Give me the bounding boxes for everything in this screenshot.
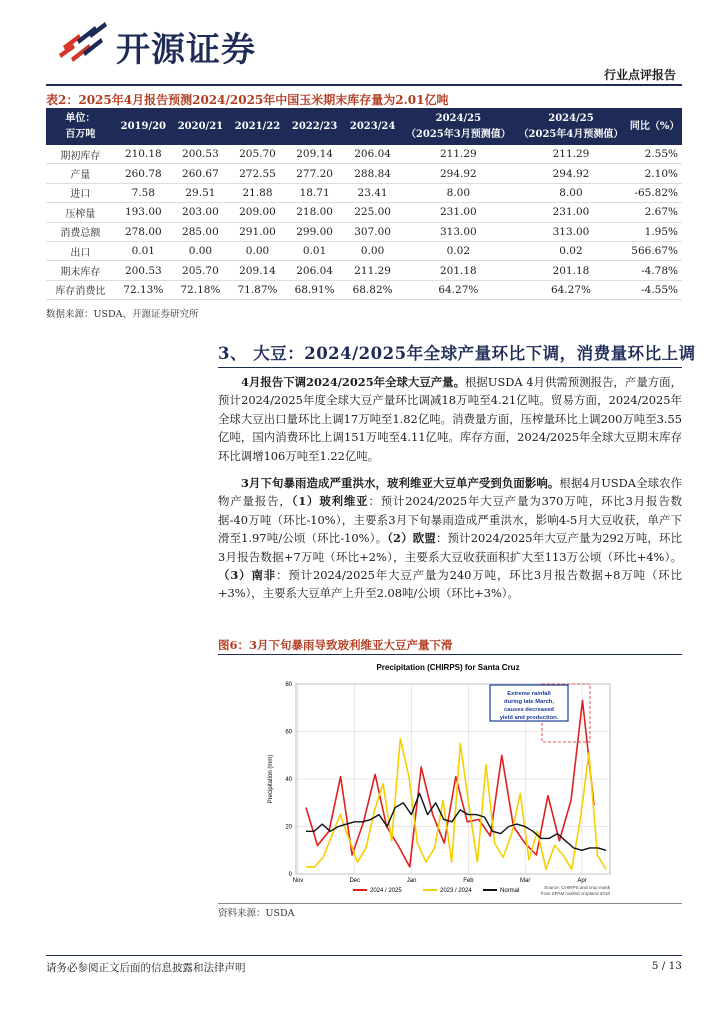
- table-cell: 231.00: [402, 203, 515, 222]
- chart-title: Precipitation (CHIRPS) for Santa Cruz: [376, 663, 520, 672]
- table-cell: 0.00: [343, 241, 402, 260]
- table-row: [46, 280, 682, 299]
- table-cell: 72.13%: [115, 280, 172, 299]
- row-label: 消费总额: [46, 222, 115, 241]
- row-label: 期初库存: [46, 145, 115, 164]
- chart-source-2: from SPAM rainfed cropland 2010: [541, 891, 610, 896]
- page-number: 5 / 13: [651, 960, 682, 972]
- row-label: 出口: [46, 241, 115, 260]
- p1-lead: 4月报告下调2024/2025年全球大豆产量。: [241, 375, 466, 389]
- y-tick-label: 60: [285, 729, 292, 736]
- x-tick-label: Apr: [577, 878, 587, 884]
- table-cell: 209.14: [286, 145, 343, 164]
- table-cell: 8.00: [402, 183, 515, 202]
- col-header-march: 2024/25 （2025年3月预测值）: [402, 108, 515, 145]
- table-cell: 7.58: [115, 183, 172, 202]
- table-cell: 2.55%: [627, 145, 682, 164]
- brand-name: 开源证券: [116, 30, 256, 70]
- y-tick-label: 20: [285, 824, 292, 831]
- table-cell: 29.51: [172, 183, 229, 202]
- x-tick-label: Jan: [406, 878, 417, 884]
- legend-label: Normal: [500, 888, 520, 894]
- footer-divider: [46, 955, 682, 956]
- y-tick-label: 0: [288, 872, 292, 878]
- table-row: [46, 203, 682, 222]
- x-tick-label: Mar: [520, 878, 531, 884]
- col-header: 2021/22: [229, 108, 286, 145]
- section-title: 3、 大豆：2024/2025年全球产量环比下调，消费量环比上调: [218, 344, 696, 363]
- col-header-april: 2024/25 （2025年4月预测值）: [515, 108, 628, 145]
- table-cell: 209.14: [229, 261, 286, 280]
- paragraph-1: [218, 373, 682, 465]
- table-cell: 1.95%: [627, 222, 682, 241]
- chart-source-1: Source: CHIRPS and crop mask: [544, 885, 610, 890]
- figure-divider: [218, 654, 682, 655]
- table-cell: 68.82%: [343, 280, 402, 299]
- table-cell: 211.29: [402, 145, 515, 164]
- table-cell: 200.53: [115, 261, 172, 280]
- table-cell: 72.18%: [172, 280, 229, 299]
- table-cell: 64.27%: [402, 280, 515, 299]
- figure-title: 图6：3月下旬暴雨导致玻利维亚大豆产量下滑: [218, 638, 453, 652]
- table-cell: 209.00: [229, 203, 286, 222]
- figure-source: 资料来源：USDA: [218, 908, 295, 919]
- table-cell: 0.02: [402, 241, 515, 260]
- table-cell: 200.53: [172, 145, 229, 164]
- annotation-line-1: Extreme rainfall: [507, 691, 551, 697]
- table-cell: 566.67%: [627, 241, 682, 260]
- table-cell: 288.84: [343, 164, 402, 183]
- col-header-yoy: 同比（%）: [627, 108, 682, 145]
- table-header-row: [46, 108, 682, 145]
- table-cell: 299.00: [286, 222, 343, 241]
- table-cell: 201.18: [515, 261, 628, 280]
- table-cell: 23.41: [343, 183, 402, 202]
- table-cell: 0.02: [515, 241, 628, 260]
- table-source: 数据来源：USDA、开源证券研究所: [46, 309, 199, 320]
- table-row: [46, 222, 682, 241]
- table-cell: 205.70: [229, 145, 286, 164]
- table-cell: 307.00: [343, 222, 402, 241]
- table-cell: 205.70: [172, 261, 229, 280]
- table-cell: 291.00: [229, 222, 286, 241]
- row-label: 期末库存: [46, 261, 115, 280]
- table-cell: 272.55: [229, 164, 286, 183]
- row-label: 压榨量: [46, 203, 115, 222]
- report-type-label: 行业点评报告: [603, 68, 676, 82]
- table-cell: -65.82%: [627, 183, 682, 202]
- row-label: 产量: [46, 164, 115, 183]
- table-cell: 260.78: [115, 164, 172, 183]
- row-label: 库存消费比: [46, 280, 115, 299]
- annotation-line-2: during late March,: [504, 699, 554, 705]
- table-cell: 201.18: [402, 261, 515, 280]
- table-cell: 313.00: [515, 222, 628, 241]
- table-cell: 21.88: [229, 183, 286, 202]
- table-cell: 203.00: [172, 203, 229, 222]
- table-cell: 193.00: [115, 203, 172, 222]
- corn-supply-table: [46, 108, 682, 300]
- table-cell: 211.29: [343, 261, 402, 280]
- col-header: 2020/21: [172, 108, 229, 145]
- disclaimer-link[interactable]: 请务必参阅正文后面的信息披露和法律声明: [46, 962, 246, 974]
- table-cell: 211.29: [515, 145, 628, 164]
- legend: [353, 888, 519, 894]
- table-cell: 277.20: [286, 164, 343, 183]
- precipitation-chart: [258, 658, 638, 901]
- p1-body: 根据USDA 4月供需预测报告，产量方面，预计2024/2025年度全球大豆产量环比调减18万吨至4.21亿吨。贸易方面，2024/2025年全球大豆出口量环比上调17万吨至1.82亿吨。消费量方面，压榨量环比上调200万吨至3.55亿吨，国内消费环比上调151万吨至4.11亿吨。库存方面，2024/2025年全球大豆期末库存环比调增106万吨至1.22亿吨。: [218, 375, 682, 463]
- table-row: [46, 145, 682, 164]
- table-cell: -4.55%: [627, 280, 682, 299]
- table-cell: 64.27%: [515, 280, 628, 299]
- table-cell: 0.00: [172, 241, 229, 260]
- table-cell: 0.01: [286, 241, 343, 260]
- annotation-line-4: yield and production.: [499, 715, 559, 721]
- table-body: [46, 145, 682, 300]
- figure-bottom-divider: [218, 903, 682, 904]
- table-cell: 260.67: [172, 164, 229, 183]
- table-cell: 294.92: [402, 164, 515, 183]
- table-cell: 313.00: [402, 222, 515, 241]
- table-cell: -4.78%: [627, 261, 682, 280]
- table-row: [46, 164, 682, 183]
- y-axis: [285, 682, 292, 878]
- table-cell: 278.00: [115, 222, 172, 241]
- col-header: 2022/23: [286, 108, 343, 145]
- y-tick-label: 80: [285, 682, 292, 688]
- table-cell: 8.00: [515, 183, 628, 202]
- col-header: 2023/24: [343, 108, 402, 145]
- legend-label: 2023 / 2024: [440, 888, 472, 894]
- table-cell: 285.00: [172, 222, 229, 241]
- legend-label: 2024 / 2025: [370, 888, 402, 894]
- logo-mark-icon: [59, 22, 107, 62]
- table-row: [46, 183, 682, 202]
- p2-lead: 3月下旬暴雨造成严重洪水，玻利维亚大豆单产受到负面影响。: [241, 476, 560, 490]
- table-row: [46, 241, 682, 260]
- annotation-line-3: causes decreased: [504, 707, 554, 713]
- row-label: 进口: [46, 183, 115, 202]
- table-title: 表2：2025年4月报告预测2024/2025年中国玉米期末库存量为2.01亿吨: [46, 93, 449, 107]
- corner-header: 单位： 百万吨: [46, 108, 115, 145]
- paragraph-2: 3月下旬暴雨造成严重洪水，玻利维亚大豆单产受到负面影响。根据4月USDA全球农作物产量报告，（1）玻利维亚：预计2024/2025年大豆产量为370万吨，环比3月报告数据-40万吨（环比-10%），主要系3月下旬暴雨造成严重洪水，影响4-5月大豆收获，单产下滑至1.97吨/公顷（环比-10%）。（2）欧盟：预计2024/2025年大豆产量为292万吨，环比3月报告数据+7万吨（环比+2%），主要系大豆收获面积扩大至113万公顷（环比+4%）。（3）南非：预计2024/2025年大豆产量为240万吨，环比3月报告数据+8万吨（环比+3%），主要系大豆单产上升至2.08吨/公顷（环比+3%）。: [218, 476, 682, 601]
- table-cell: 0.00: [229, 241, 286, 260]
- y-axis-label: Precipitation (mm): [268, 754, 274, 804]
- table-cell: 0.01: [115, 241, 172, 260]
- table-cell: 18.71: [286, 183, 343, 202]
- table-cell: 2.67%: [627, 203, 682, 222]
- section-divider: [218, 367, 682, 368]
- table-cell: 231.00: [515, 203, 628, 222]
- table-row: [46, 261, 682, 280]
- x-axis: [293, 878, 587, 884]
- x-tick-label: Feb: [463, 878, 474, 884]
- x-tick-label: Dec: [349, 878, 361, 884]
- table-cell: 225.00: [343, 203, 402, 222]
- table-cell: 294.92: [515, 164, 628, 183]
- table-cell: 206.04: [343, 145, 402, 164]
- table-cell: 206.04: [286, 261, 343, 280]
- header-divider: [46, 84, 682, 86]
- col-header: 2019/20: [115, 108, 172, 145]
- x-tick-label: Nov: [292, 878, 304, 884]
- table-cell: 218.00: [286, 203, 343, 222]
- table-cell: 2.10%: [627, 164, 682, 183]
- table-cell: 68.91%: [286, 280, 343, 299]
- y-tick-label: 40: [285, 777, 292, 783]
- table-cell: 71.87%: [229, 280, 286, 299]
- table-cell: 210.18: [115, 145, 172, 164]
